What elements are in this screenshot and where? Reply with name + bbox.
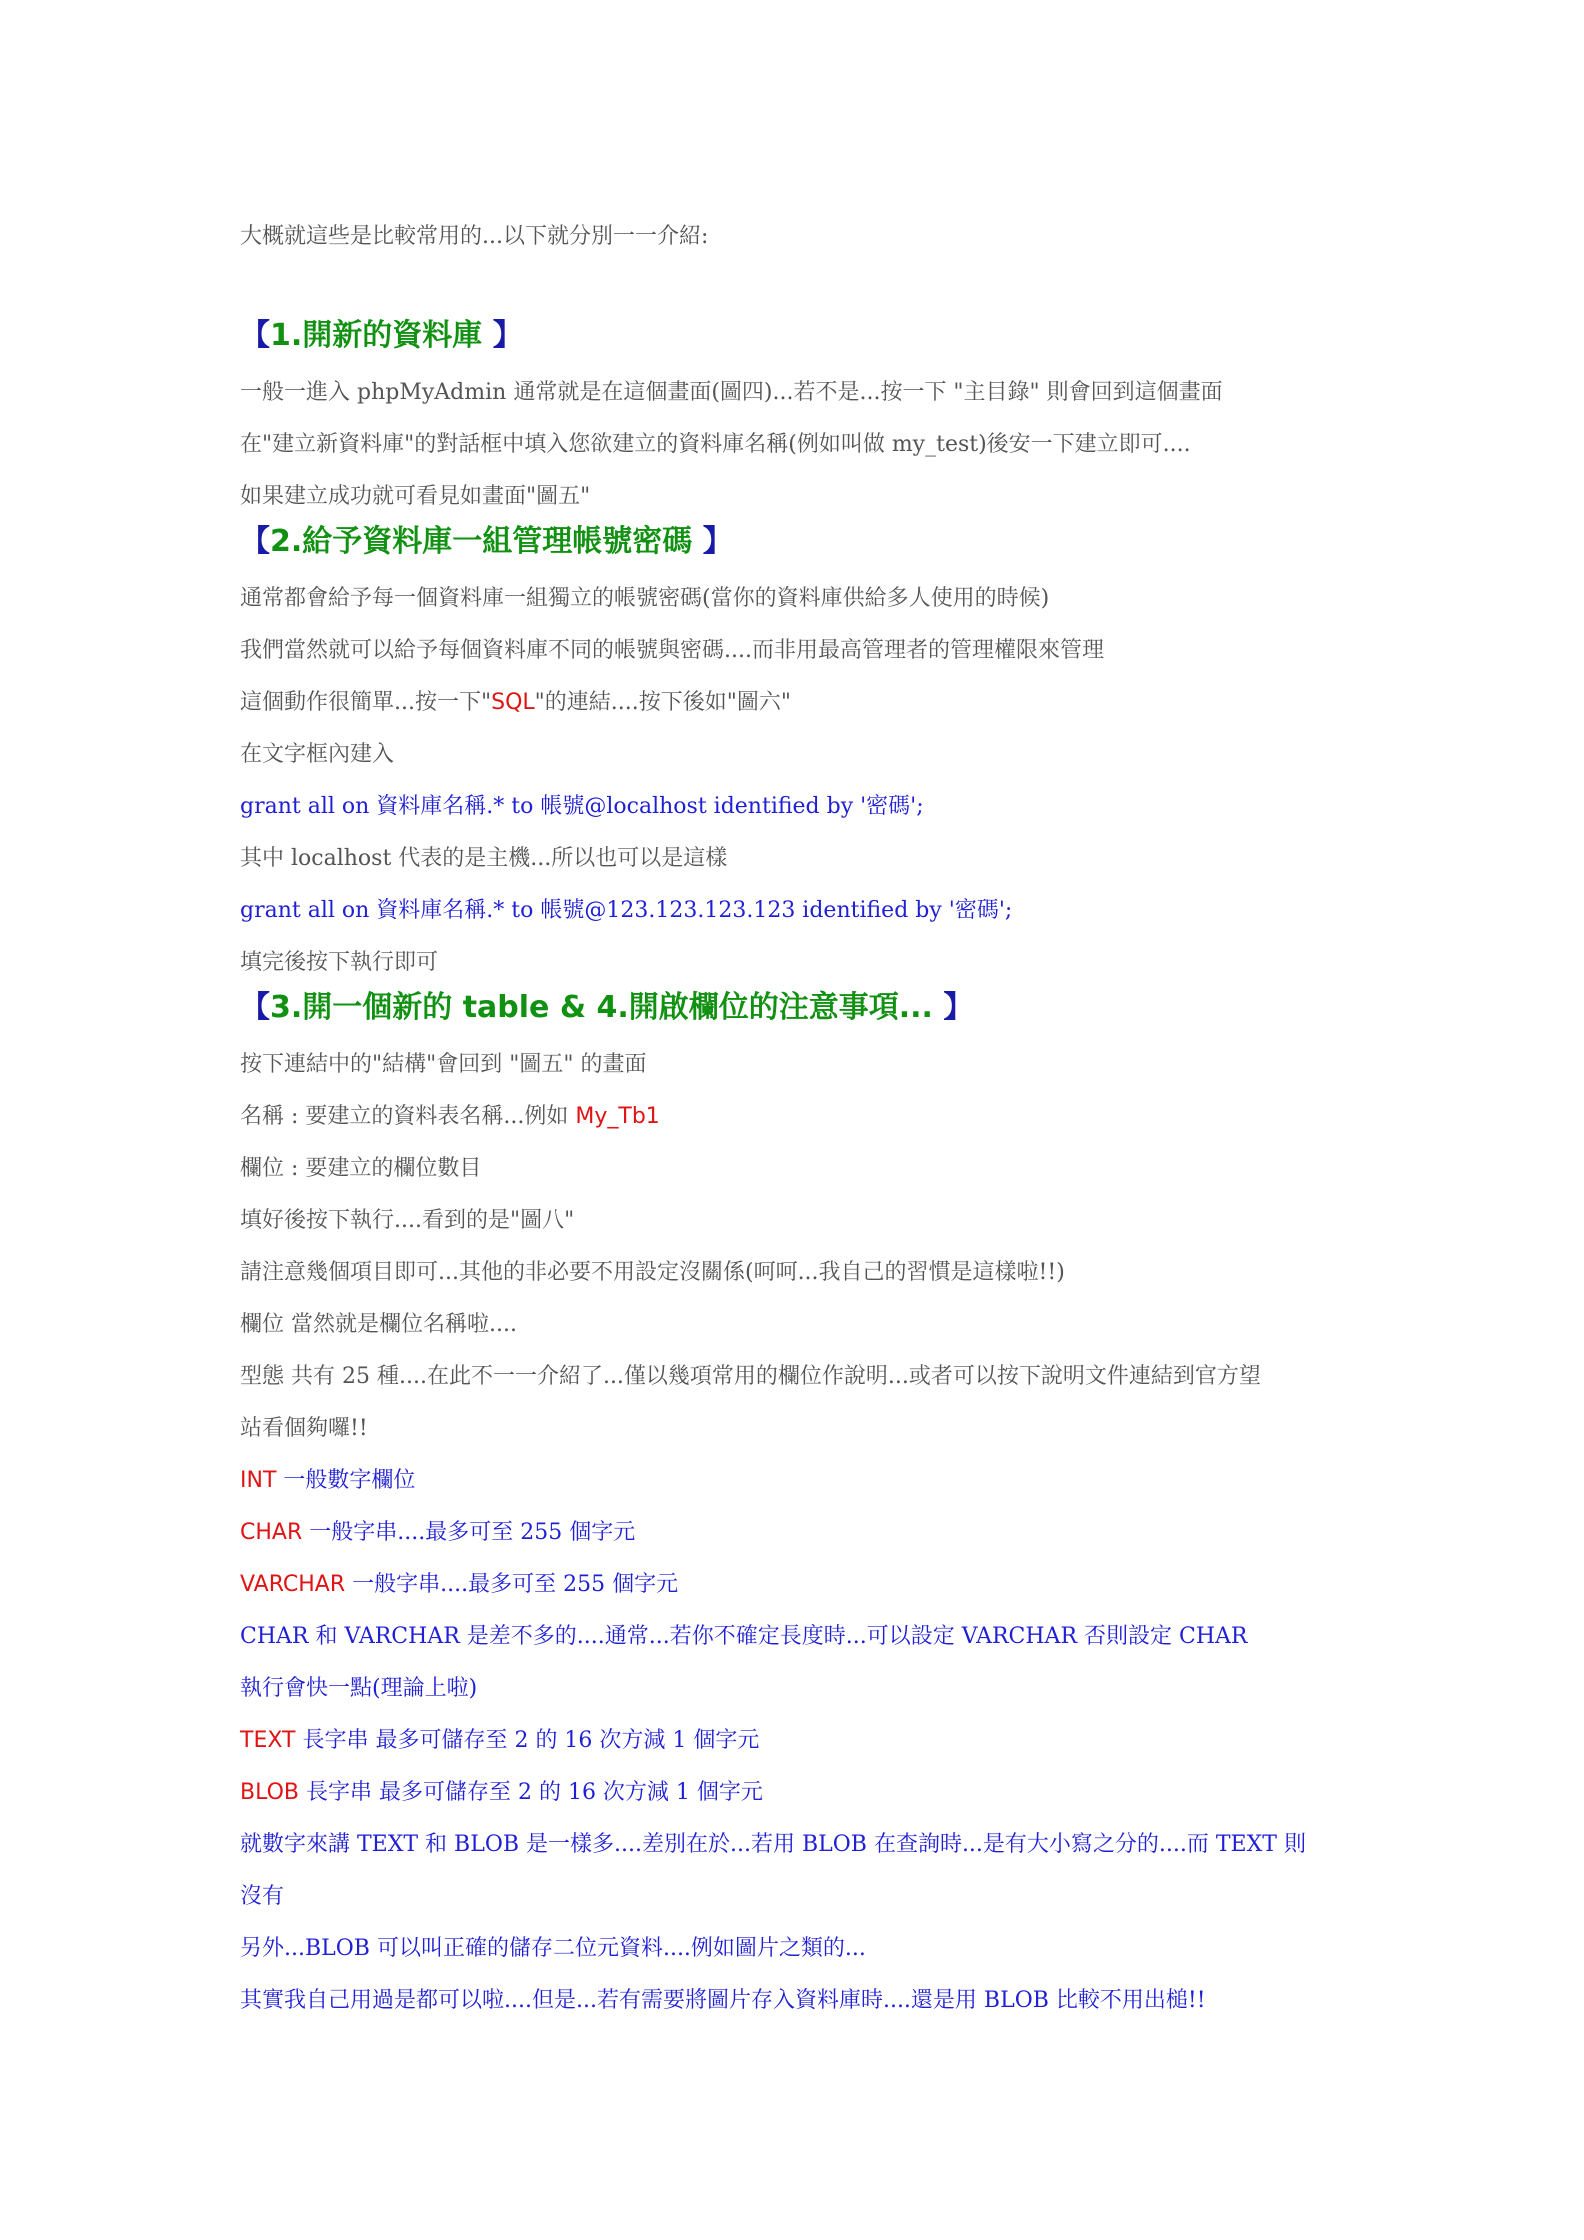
section-3-heading — [240, 988, 973, 1028]
text-blob-note-1: 就數字來講 TEXT 和 BLOB 是一樣多....差別在於...若用 BLOB 在查詢時...是有大小寫之分的....而 TEXT 則 — [240, 1832, 1306, 1857]
s3-line-1: 按下連結中的"結構"會回到 "圖五" 的畫面 — [240, 1052, 647, 1077]
heading-bracket-open: 【 — [240, 524, 270, 559]
s3-line-2 — [240, 1102, 660, 1132]
s3-line-5: 請注意幾個項目即可...其他的非必要不用設定沒關係(呵呵...我自己的習慣是這樣啦!!) — [240, 1260, 1065, 1285]
section-3-title: 3.開一個新的 table & 4.開啟欄位的注意事項... — [270, 990, 944, 1025]
heading-bracket-close: 】 — [702, 524, 733, 559]
s2-line-3-part-a: 這個動作很簡單...按一下" — [240, 690, 492, 715]
heading-bracket-close: 】 — [943, 990, 974, 1025]
s3-line-8: 站看個夠囉!! — [240, 1416, 368, 1441]
type-char-description: 一般字串....最多可至 255 個字元 — [302, 1520, 636, 1545]
s3-line-2-part-a: 名稱 : 要建立的資料表名稱...例如 — [240, 1104, 576, 1129]
s2-line-3 — [240, 688, 791, 718]
s3-line-7: 型態 共有 25 種....在此不一一介紹了...僅以幾項常用的欄位作說明...或者可以按下說明文件連結到官方望 — [240, 1364, 1261, 1389]
text-blob-note-4: 其實我自己用過是都可以啦....但是...若有需要將圖片存入資料庫時....還是用 BLOB 比較不用出槌!! — [240, 1988, 1206, 2013]
type-char-keyword: CHAR — [240, 1520, 303, 1545]
s3-line-3: 欄位 : 要建立的欄位數目 — [240, 1156, 482, 1181]
s2-line-6: 其中 localhost 代表的是主機...所以也可以是這樣 — [240, 846, 728, 871]
type-char-line — [240, 1518, 635, 1548]
type-varchar-description: 一般字串....最多可至 255 個字元 — [345, 1572, 679, 1597]
heading-bracket-open: 【 — [240, 318, 270, 353]
section-2-title: 2.給予資料庫一組管理帳號密碼 — [270, 524, 703, 559]
s2-line-3-part-b: "的連結....按下後如"圖六" — [534, 690, 791, 715]
sql-keyword: SQL — [491, 690, 535, 715]
text-blob-note-2: 沒有 — [240, 1884, 285, 1909]
type-int-description: 一般數字欄位 — [276, 1468, 416, 1493]
section-1-title: 1.開新的資料庫 — [270, 318, 493, 353]
type-blob-keyword: BLOB — [240, 1780, 299, 1805]
s3-line-4: 填好後按下執行....看到的是"圖八" — [240, 1208, 575, 1233]
s2-line-1: 通常都會給予每一個資料庫一組獨立的帳號密碼(當你的資料庫供給多人使用的時候) — [240, 586, 1050, 611]
heading-bracket-open: 【 — [240, 990, 270, 1025]
char-varchar-compare-1: CHAR 和 VARCHAR 是差不多的....通常...若你不確定長度時...可以設定 VARCHAR 否則設定 CHAR — [240, 1624, 1248, 1649]
heading-bracket-close: 】 — [492, 318, 523, 353]
type-varchar-keyword: VARCHAR — [240, 1572, 346, 1597]
s2-line-2: 我們當然就可以給予每個資料庫不同的帳號與密碼....而非用最高管理者的管理權限來管理 — [240, 638, 1104, 663]
s1-line-1: 一般一進入 phpMyAdmin 通常就是在這個畫面(圖四)...若不是...按一下 "主目錄" 則會回到這個畫面 — [240, 380, 1223, 405]
section-2-heading — [240, 522, 733, 562]
grant-statement-ip: grant all on 資料庫名稱.* to 帳號@123.123.123.123 identified by '密碼'; — [240, 898, 1013, 923]
section-1-heading — [240, 316, 523, 356]
s1-line-2: 在"建立新資料庫"的對話框中填入您欲建立的資料庫名稱(例如叫做 my_test)後安一下建立即可.... — [240, 432, 1191, 457]
s2-line-4: 在文字框內建入 — [240, 742, 395, 767]
table-name-example: My_Tb1 — [575, 1104, 660, 1129]
type-text-keyword: TEXT — [240, 1728, 296, 1753]
s2-line-8: 填完後按下執行即可 — [240, 950, 439, 975]
type-int-keyword: INT — [240, 1468, 277, 1493]
intro-text: 大概就這些是比較常用的...以下就分別一一介紹: — [240, 224, 709, 249]
type-text-description: 長字串 最多可儲存至 2 的 16 次方減 1 個字元 — [295, 1728, 760, 1753]
type-int-line — [240, 1466, 415, 1496]
text-blob-note-3: 另外...BLOB 可以叫正確的儲存二位元資料....例如圖片之類的... — [240, 1936, 866, 1961]
type-blob-description: 長字串 最多可儲存至 2 的 16 次方減 1 個字元 — [298, 1780, 763, 1805]
grant-statement-localhost: grant all on 資料庫名稱.* to 帳號@localhost identified by '密碼'; — [240, 794, 924, 819]
s3-line-6: 欄位 當然就是欄位名稱啦.... — [240, 1312, 517, 1337]
type-text-line — [240, 1726, 759, 1756]
type-blob-line — [240, 1778, 763, 1808]
char-varchar-compare-2: 執行會快一點(理論上啦) — [240, 1676, 478, 1701]
type-varchar-line — [240, 1570, 678, 1600]
s1-line-3: 如果建立成功就可看見如畫面"圖五" — [240, 484, 591, 509]
